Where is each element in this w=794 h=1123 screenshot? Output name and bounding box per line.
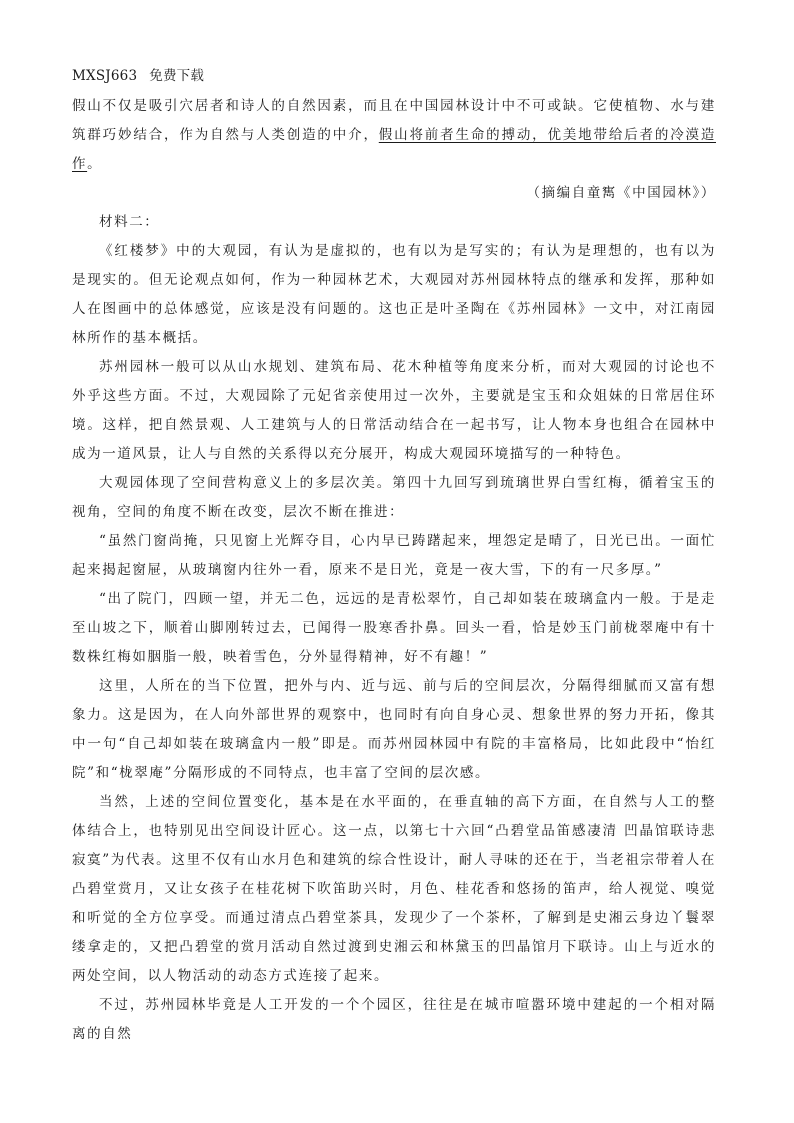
body-paragraph: 当然，上述的空间位置变化，基本是在水平面的，在垂直轴的高下方面，在自然与人工的整体结合上，也特别见出空间设计匠心。这一点，以第七十六回“凸碧堂品笛感凄清 凹晶馆联诗悲寂寞”为代表。这里不仅有山水月色和建筑的综合性设计，耐人寻味的还在于，当老祖宗带着人在凸碧堂赏月，又让女孩子在桂花树下吹笛助兴时，月色、桂花香和悠扬的笛声，给人视觉、嗅觉和听觉的全方位享受。而通过清点凸碧堂茶具，发现少了一个茶杯，了解到是史湘云身边丫鬟翠缕拿走的，又把凸碧堂的赏月活动自然过渡到史湘云和林黛玉的凹晶馆月下联诗。山上与近水的两处空间，以人物活动的动态方式连接了起来。 [72,794,716,984]
body-paragraph: 不过，苏州园林毕竟是人工开发的一个个园区，往往是在城市喧嚣环境中建起的一个相对隔离的自然 [72,997,716,1042]
material1-text: 假山不仅是吸引穴居者和诗人的自然因素，而且在中国园林设计中不可或缺。它使植物、水与建筑群巧妙结合，作为自然与人类创造的中介， [72,98,716,143]
material1-end: 。 [87,156,103,172]
body-paragraph: 《红楼梦》中的大观园，有认为是虚拟的，也有以为是写实的；有认为是理想的，也有以为是现实的。但无论观点如何，作为一种园林艺术，大观园对苏州园林特点的继承和发挥，那种如人在图画中的总体感觉，应该是没有问题的。这也正是叶圣陶在《苏州园林》一文中，对江南园林所作的基本概括。 [72,243,716,346]
quote-paragraph: “虽然门窗尚掩，只见窗上光辉夺目，心内早已踌躇起来，埋怨定是晴了，日光已出。一面忙起来揭起窗屉，从玻璃窗内往外一看，原来不是日光，竟是一夜大雪，下的有一尺多厚。” [72,533,716,578]
article-body [72,92,716,1049]
page-header [72,64,204,84]
quote-paragraph: “出了院门，四顾一望，并无二色，远远的是青松翠竹，自己却如装在玻璃盒内一般。于是走至山坡之下，顺着山脚刚转过去，已闻得一股寒香扑鼻。回头一看，恰是妙玉门前栊翠庵中有十数株红梅如胭脂一般，映着雪色，分外显得精神，好不有趣！” [72,591,716,665]
material1-paragraph [72,92,716,179]
material2-heading: 材料二： [99,214,160,230]
source-citation: （摘编自童寯《中国园林》） [526,185,716,201]
body-paragraph: 大观园体现了空间营构意义上的多层次美。第四十九回写到琉璃世界白雪红梅，循着宝玉的视角，空间的角度不断在改变，层次不断在推进： [72,475,716,520]
body-paragraph: 这里，人所在的当下位置，把外与内、近与远、前与后的空间层次，分隔得细腻而又富有想象力。这是因为，在人向外部世界的观察中，也同时有向自身心灵、想象世界的努力开拓，像其中一句“自己却如装在玻璃盒内一般”即是。而苏州园林园中有院的丰富格局，比如此段中“怡红院”和“栊翠庵”分隔形成的不同特点，也丰富了空间的层次感。 [72,678,716,781]
document-code: MXSJ663 [72,68,138,84]
body-paragraph: 苏州园林一般可以从山水规划、建筑布局、花木种植等角度来分析，而对大观园的讨论也不外乎这些方面。不过，大观园除了元妃省亲使用过一次外，主要就是宝玉和众姐妹的日常居住环境。这样，把自然景观、人工建筑与人的日常活动结合在一起书写，让人物本身也组合在园林中成为一道风景，让人与自然的关系得以充分展开，构成大观园环境描写的一种特色。 [72,359,716,462]
free-download-label: 免费下载 [149,68,205,84]
underlined-sentence: 假山将前者生命的搏动，优美地带给后者的冷漠造作 [72,127,716,172]
